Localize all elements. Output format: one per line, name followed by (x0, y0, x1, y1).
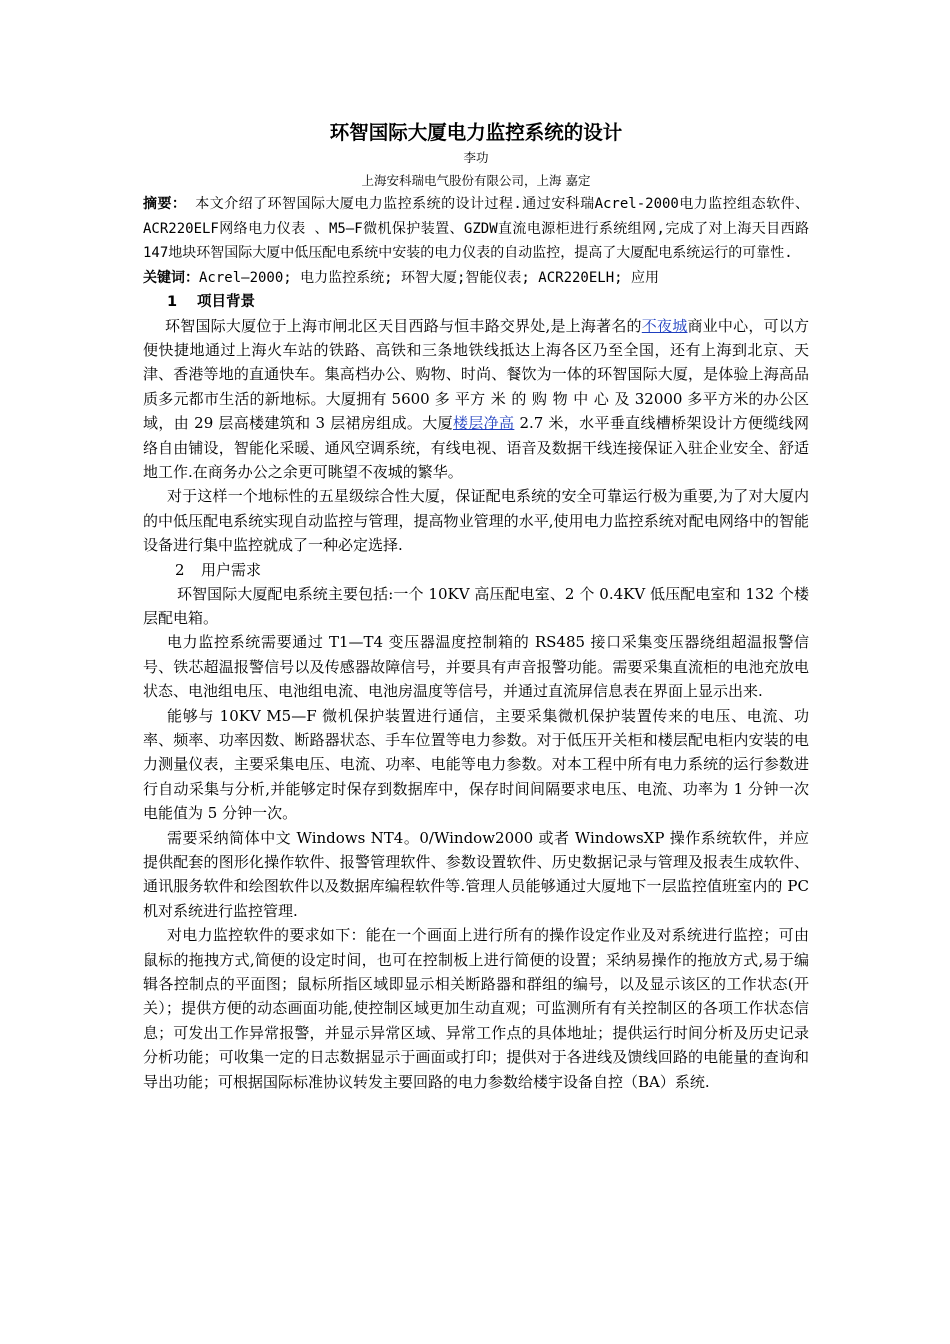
paragraph: 对于这样一个地标性的五星级综合性大厦，保证配电系统的安全可靠运行极为重要,为了对大厦内的中低压配电系统实现自动监控与管理，提高物业管理的水平,使用电力监控系统对配电网络中的智能设备进行集中监控就成了一种必定选择. (143, 487, 809, 555)
abstract-label: 摘要： (143, 196, 187, 212)
document-page (143, 118, 809, 1094)
paragraph: 对电力监控软件的要求如下：能在一个画面上进行所有的操作设定作业及对系统进行监控；可由鼠标的拖拽方式,简便的设定时间，也可在控制板上进行简便的设置；采纳易操作的拖放方式,易于编辑各控制点的平面图；鼠标所指区域即显示相关断路器和群组的编号，以及显示该区的工作状态(开关）；提供方便的动态画面功能,使控制区域更加生动直观；可监测所有有关控制区的各项工作状态信息；可发出工作异常报警，并显示异常区域、异常工作点的具体地址；提供运行时间分析及历史记录分析功能；可收集一定的日志数据显示于画面或打印；提供对于各进线及馈线回路的电能量的查询和导出功能；可根据国际标准协议转发主要回路的电力参数给楼宇设备自控（BA）系统. (143, 926, 809, 1091)
keywords (143, 266, 809, 290)
section-heading-1 (167, 290, 809, 314)
paragraph: 能够与 10KV M5—F 微机保护装置进行通信，主要采集微机保护装置传来的电压、电流、功率、频率、功率因数、断路器状态、手车位置等电力参数。对于低压开关柜和楼层配电柜内安装的电力测量仪表，主要采集电压、电流、功率、电能等电力参数。对本工程中所有电力系统的运行参数进行自动采集与分析,并能够定时保存到数据库中，保存时间间隔要求电压、电流、功率为 1 分钟一次电能值为 5 分钟一次。 (143, 706, 809, 823)
hyperlink-buyecheng[interactable]: 不夜城 (641, 316, 688, 335)
paragraph: 环智国际大厦配电系统主要包括:一个 10KV 高压配电室、2 个 0.4KV 低压配电室和 132 个楼层配电箱。 (143, 584, 809, 627)
keywords-text: Acrel—2000; 电力监控系统; 环智大厦;智能仪表; ACR220ELH; 应用 (199, 269, 660, 286)
abstract-text: 本文介绍了环智国际大厦电力监控系统的设计过程.通过安科瑞Acrel-2000电力监控组态软件、ACR220ELF网络电力仪表 、M5—F微机保护装置、GZDW直流电源柜进行系统组网,完成了对上海天目西路147地块环智国际大厦中低压配电系统中安装的电力仪表的自动监控，提高了大厦配电系统运行的可靠性. (143, 196, 809, 261)
section-title: 项目背景 (197, 293, 255, 310)
paragraph: 电力监控系统需要通过 T1—T4 变压器温度控制箱的 RS485 接口采集变压器绕组超温报警信号、铁芯超温报警信号以及传感器故障信号，并要具有声音报警功能。需要采集直流柜的电池充放电状态、电池组电压、电池组电流、电池房温度等信号，并通过直流屏信息表在界面上显示出来. (143, 633, 809, 701)
paragraph-text: 环智国际大厦位于上海市闸北区天目西路与恒丰路交界处,是上海著名的 (165, 316, 642, 335)
hyperlink-floor-height[interactable]: 楼层净高 (452, 414, 515, 433)
keywords-label: 关键词： (143, 269, 199, 286)
section-heading-2 (175, 558, 809, 582)
paragraph-text: 2.7 米，水平垂直线槽桥架设计方便缆线网络自由铺设，智能化采暖、通风空调系统，有线电视、语音及数据干线连接保证入驻企业安全、舒适地工作.在商务办公之余更可眺望不夜城的繁华。 (143, 414, 809, 481)
paragraph-text: 商业中心，可以方便快捷地通过上海火车站的铁路、高铁和三条地铁线抵达上海各区乃至全国，还有上海到北京、天津、香港等地的直通快车。集高档办公、购物、时尚、餐饮为一体的环智国际大厦，是体验上海高品质多元都市生活的新地标。大厦拥有 5600 多 平 (143, 316, 809, 408)
paragraph-text: 方米的购物中心 (470, 389, 615, 408)
paper-title: 环智国际大厦电力监控系统的设计 (329, 121, 623, 144)
section-number: 1 (167, 293, 178, 310)
paragraph (143, 314, 809, 485)
section-number: 2 (175, 560, 185, 579)
abstract (143, 192, 809, 266)
section-title: 用户需求 (201, 560, 262, 579)
paragraph: 需要采纳简体中文 Windows NT4。0/Window2000 或者 WindowsXP 操作系统软件，并应提供配套的图形化操作软件、报警管理软件、参数设置软件、历史数据记录与管理及报表生成软件、通讯服务软件和绘图软件以及数据库编程软件等.管理人员能够通过大厦地下一层监控值班室内的 PC 机对系统进行监控管理. (143, 828, 809, 920)
author-affiliation: 上海安科瑞电气股份有限公司，上海 嘉定 (361, 173, 591, 188)
paragraph-text: 及 32000 多平方米的办公区域，由 29 层高楼建筑和 3 层裙房组成。大厦 (143, 389, 809, 433)
author-name: 李功 (463, 150, 489, 165)
